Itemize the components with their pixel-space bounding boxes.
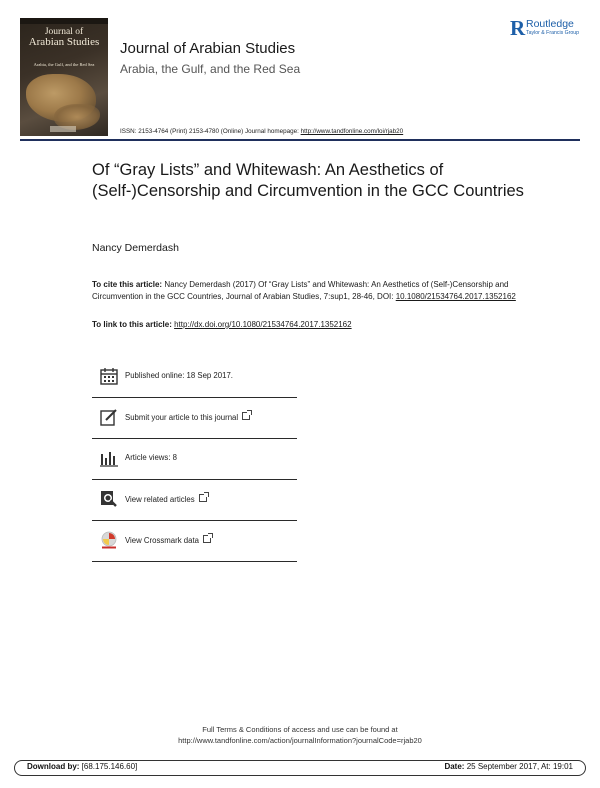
journal-subtitle: Arabia, the Gulf, and the Red Sea (120, 62, 301, 76)
article-doi-url[interactable]: http://dx.doi.org/10.1080/21534764.2017.1352162 (174, 320, 352, 329)
crossmark-link[interactable] (92, 521, 297, 562)
terms-line: Full Terms & Conditions of access and use can be found at (202, 725, 398, 734)
terms-block (0, 724, 600, 746)
citation-block (92, 279, 522, 303)
article-link-label: To link to this article: (92, 320, 175, 329)
related-articles-link[interactable] (92, 480, 297, 521)
submit-article-link[interactable] (92, 398, 297, 439)
article-link-line (92, 320, 352, 329)
publisher-name: Routledge (526, 18, 574, 30)
article-author: Nancy Demerdash (92, 242, 179, 254)
external-link-icon (199, 494, 207, 502)
citation-text: Nancy Demerdash (2017) Of “Gray Lists” and Whitewash: An Aesthetics of (Self-)Censorship and Circumvention in the GCC Countries, Journal of Arabian Studies, 7:sup1, 28-46, DOI: (92, 280, 509, 301)
published-online-row (92, 357, 297, 398)
related-articles-text: View related articles (125, 495, 195, 504)
downloaded-by-label: Download by: (27, 762, 80, 771)
terms-url-link[interactable]: http://www.tandfonline.com/action/journalInformation?journalCode=rjab20 (178, 736, 422, 745)
published-online-label: Published online: 18 Sep 2017. (125, 371, 233, 380)
cover-title-line2: Arabian Studies (28, 36, 100, 48)
issn-line (120, 128, 403, 135)
header-divider (20, 139, 580, 141)
cover-title-line1: Journal of (44, 27, 84, 37)
downloaded-by (27, 762, 137, 771)
citation-label: To cite this article: (92, 280, 163, 289)
journal-cover-image (20, 18, 108, 136)
external-link-icon (203, 535, 211, 543)
external-link-icon (242, 412, 250, 420)
download-date (444, 762, 573, 771)
submit-article-text: Submit your article to this journal (125, 413, 239, 422)
crossmark-label (125, 535, 211, 545)
cover-subtitle: Arabia, the Gulf, and the Red Sea (33, 62, 95, 67)
cover-publisher-logo (50, 126, 76, 132)
article-views-label: Article views: 8 (125, 453, 177, 462)
bar-chart-icon (100, 449, 118, 467)
routledge-r-icon: R (510, 16, 526, 40)
article-views-row (92, 439, 297, 480)
crossmark-text: View Crossmark data (125, 536, 199, 545)
publisher-logo[interactable] (510, 18, 590, 40)
issn-text: ISSN: 2153-4764 (Print) 2153-4780 (Online) Journal homepage: (120, 128, 301, 135)
publisher-group: Taylor & Francis Group (526, 30, 580, 36)
cover-title (24, 27, 104, 47)
cover-top-band (20, 18, 108, 24)
edit-icon (100, 408, 118, 426)
journal-title: Journal of Arabian Studies (120, 40, 296, 57)
submit-article-label (125, 412, 250, 422)
crossmark-icon (100, 531, 118, 549)
download-info-bar (14, 760, 586, 776)
related-articles-label (125, 494, 207, 504)
downloaded-by-value: [68.175.146.60] (79, 762, 138, 771)
journal-homepage-link[interactable]: http://www.tandfonline.com/loi/rjab20 (300, 128, 404, 135)
article-title: Of “Gray Lists” and Whitewash: An Aesthetics of (Self-)Censorship and Circumvention in the GCC Countries (92, 161, 524, 200)
download-date-value: 25 September 2017, At: 19:01 (464, 762, 573, 771)
calendar-icon (100, 367, 118, 385)
citation-doi-link[interactable]: 10.1080/21534764.2017.1352162 (395, 292, 516, 301)
related-search-icon (100, 490, 118, 508)
download-date-label: Date: (444, 762, 465, 771)
